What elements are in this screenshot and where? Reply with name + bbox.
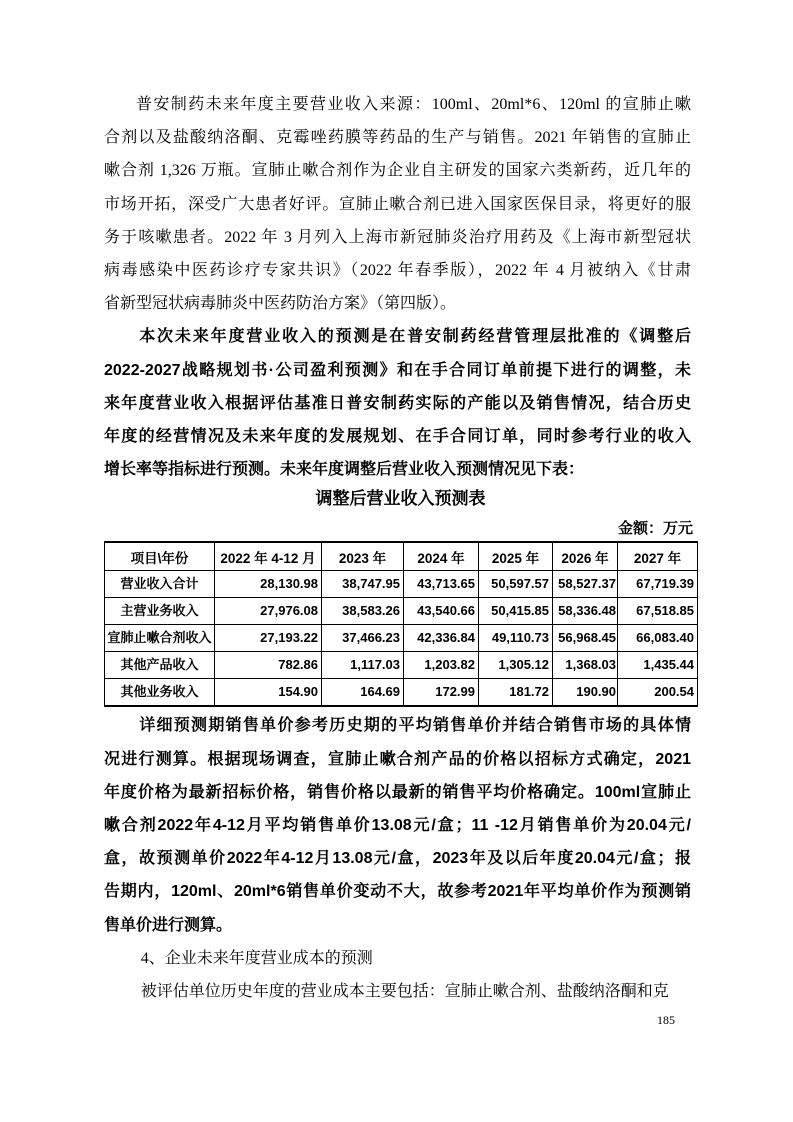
table-header-cell: 2027 年 — [618, 542, 698, 571]
table-cell: 43,713.65 — [404, 571, 479, 598]
table-row-label: 其他产品收入 — [105, 652, 215, 679]
table-cell: 56,968.45 — [553, 625, 618, 652]
table-cell: 50,597.57 — [479, 571, 553, 598]
table-row — [105, 625, 698, 652]
table-cell: 28,130.98 — [215, 571, 322, 598]
table-cell: 1,203.82 — [404, 652, 479, 679]
table-cell: 67,518.85 — [618, 598, 698, 625]
text-line: 售单价进行测算。 — [104, 916, 233, 934]
table-header-cell: 2024 年 — [404, 542, 479, 571]
table-row-label: 营业收入合计 — [105, 571, 215, 598]
text-line: 年度价格为最新招标价格，销售价格以最新的销售平均价格确定。100ml宣肺止 — [104, 783, 691, 801]
table-cell: 190.90 — [553, 679, 618, 707]
table-cell: 42,336.84 — [404, 625, 479, 652]
table-header-cell: 2022 年 4-12 月 — [215, 542, 322, 571]
table-cell: 172.99 — [404, 679, 479, 707]
table-cell: 58,336.48 — [553, 598, 618, 625]
page-content — [104, 88, 697, 1028]
table-cell: 27,193.22 — [215, 625, 322, 652]
table-cell: 49,110.73 — [479, 625, 553, 652]
table-cell: 38,747.95 — [322, 571, 404, 598]
table-header-row — [105, 542, 698, 571]
text-line: 况进行测算。根据现场调查，宣肺止嗽合剂产品的价格以招标方式确定，2021 — [104, 750, 691, 768]
table-row — [105, 652, 698, 679]
table-row — [105, 679, 698, 707]
text-line: 增长率等指标进行预测。未来年度调整后营业收入预测情况见下表： — [104, 461, 585, 479]
table-header-cell: 2023 年 — [322, 542, 404, 571]
text-line: 年度的经营情况及未来年度的发展规划、在手合同订单，同时参考行业的收入 — [104, 428, 691, 446]
table-cell: 27,976.08 — [215, 598, 322, 625]
paragraph-cost-intro: 被评估单位历史年度的营业成本主要包括：宣肺止嗽合剂、盐酸纳洛酮和克 — [140, 983, 669, 1001]
table-unit-note: 金额：万元 — [617, 520, 693, 538]
table-row-label: 其他业务收入 — [105, 679, 215, 707]
table-title: 调整后营业收入预测表 — [315, 489, 486, 509]
table-cell: 154.90 — [215, 679, 322, 707]
paragraph-unit-price — [104, 709, 691, 941]
table-header-cell: 2025 年 — [479, 542, 553, 571]
text-line: 盒，故预测单价2022年4-12月13.08元/盒，2023年及以后年度20.04元/盒；报 — [104, 850, 691, 868]
heading-cost-forecast: 4、企业未来年度营业成本的预测 — [140, 949, 373, 967]
table-cell: 200.54 — [618, 679, 698, 707]
text-line: 普安制药未来年度主要营业收入来源：100ml、20ml*6、120ml 的宣肺止嗽 — [136, 96, 691, 113]
table-cell: 43,540.66 — [404, 598, 479, 625]
table-cell: 181.72 — [479, 679, 553, 707]
table-cell: 1,435.44 — [618, 652, 698, 679]
table-cell: 782.86 — [215, 652, 322, 679]
table-row — [105, 598, 698, 625]
text-line: 合剂以及盐酸纳洛酮、克霉唑药膜等药品的生产与销售。2021 年销售的宣肺止 — [104, 129, 691, 147]
text-line: 告期内，120ml、20ml*6销售单价变动不大，故参考2021年平均单价作为预测销 — [104, 883, 691, 901]
table-row-label: 主营业务收入 — [105, 598, 215, 625]
text-line: 嗽合剂 1,326 万瓶。宣肺止嗽合剂作为企业自主研发的国家六类新药，近几年的 — [104, 162, 691, 180]
table-cell: 67,719.39 — [618, 571, 698, 598]
text-line: 省新型冠状病毒肺炎中医药防治方案》（第四版）。 — [104, 295, 457, 313]
page-number: 185 — [657, 1013, 675, 1028]
table-cell: 37,466.23 — [322, 625, 404, 652]
table-cell: 1,117.03 — [322, 652, 404, 679]
table-cell: 38,583.26 — [322, 598, 404, 625]
table-row-label: 宣肺止嗽合剂收入 — [105, 625, 215, 652]
table-header-cell: 项目\年份 — [105, 542, 215, 571]
text-line: 病毒感染中医药诊疗专家共识》（2022 年春季版），2022 年 4 月被纳入《甘肃 — [104, 262, 691, 280]
table-cell: 50,415.85 — [479, 598, 553, 625]
table-cell: 66,083.40 — [618, 625, 698, 652]
table-cell: 1,368.03 — [553, 652, 618, 679]
paragraph-revenue-sources — [104, 88, 691, 320]
text-line: 嗽合剂2022年4-12月平均销售单价13.08元/盒；11 -12月销售单价为20.04元/ — [104, 817, 691, 835]
text-line: 务于咳嗽患者。2022 年 3 月列入上海市新冠肺炎治疗用药及《上海市新型冠状 — [104, 228, 691, 246]
table-header-cell: 2026 年 — [553, 542, 618, 571]
text-line: 本次未来年度营业收入的预测是在普安制药经营管理层批准的《调整后 — [139, 328, 691, 346]
table-cell: 164.69 — [322, 679, 404, 707]
table-row — [105, 571, 698, 598]
table-cell: 1,305.12 — [479, 652, 553, 679]
text-line: 市场开拓，深受广大患者好评。宣肺止嗽合剂已进入国家医保目录，将更好的服 — [104, 195, 691, 213]
text-line: 详细预测期销售单价参考历史期的平均销售单价并结合销售市场的具体情 — [139, 717, 691, 735]
text-line: 来年度营业收入根据评估基准日普安制药实际的产能以及销售情况，结合历史 — [104, 394, 691, 412]
text-line: 2022-2027战略规划书·公司盈利预测》和在手合同订单前提下进行的调整，未 — [104, 361, 691, 379]
revenue-forecast-table — [104, 541, 698, 707]
paragraph-forecast-basis — [104, 320, 691, 486]
table-cell: 58,527.37 — [553, 571, 618, 598]
